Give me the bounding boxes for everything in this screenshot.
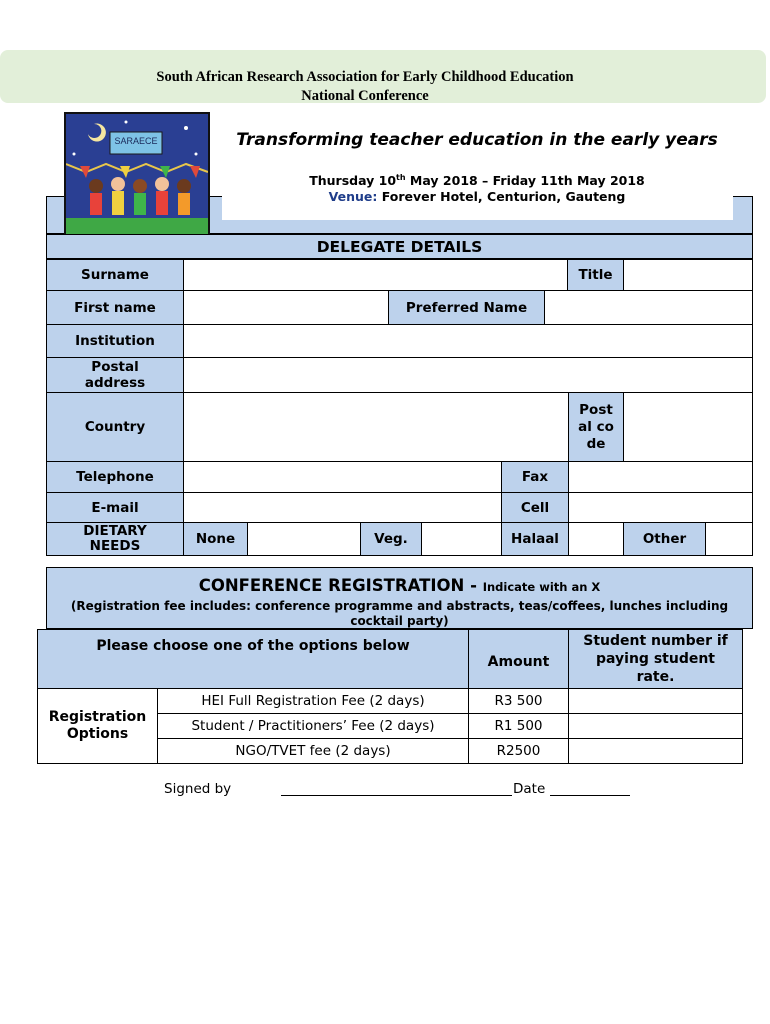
option-ngo-tvet-amount: R2500 — [468, 738, 569, 764]
country-field[interactable] — [183, 392, 569, 462]
email-label: E-mail — [46, 492, 184, 523]
signed-by-label: Signed by — [164, 781, 232, 797]
diet-none-label: None — [183, 522, 248, 556]
fax-field[interactable] — [568, 461, 753, 493]
association-name: South African Research Association for Early Childhood Education — [156, 69, 574, 85]
diet-other-field[interactable] — [705, 522, 753, 556]
logo-label: SARAECE — [114, 136, 158, 146]
registration-title: CONFERENCE REGISTRATION - Indicate with an X — [198, 576, 601, 595]
first-name-field[interactable] — [183, 290, 389, 325]
postal-address-label: Postal address — [46, 357, 184, 393]
diet-other-label: Other — [623, 522, 706, 556]
option-student-practitioner: Student / Practitioners’ Fee (2 days) — [157, 713, 469, 739]
email-field[interactable] — [183, 492, 502, 523]
postal-address-field[interactable] — [183, 357, 753, 393]
option-student-practitioner-amount: R1 500 — [468, 713, 569, 739]
telephone-field[interactable] — [183, 461, 502, 493]
dietary-needs-label: DIETARY NEEDS — [46, 522, 184, 556]
surname-label: Surname — [46, 259, 184, 291]
first-name-label: First name — [46, 290, 184, 325]
children-illustration-icon — [66, 114, 208, 234]
telephone-label: Telephone — [46, 461, 184, 493]
conference-registration-header — [46, 567, 753, 629]
preferred-name-label: Preferred Name — [388, 290, 545, 325]
association-heading — [0, 68, 730, 106]
fax-label: Fax — [501, 461, 569, 493]
date-line[interactable] — [550, 795, 630, 796]
option-hei-full-amount: R3 500 — [468, 688, 569, 714]
amount-header: Amount — [468, 629, 569, 689]
title-label: Title — [567, 259, 624, 291]
postal-code-field[interactable] — [623, 392, 753, 462]
conference-title: Transforming teacher education in the early years — [236, 130, 718, 150]
option-hei-full: HEI Full Registration Fee (2 days) — [157, 688, 469, 714]
option-ngo-tvet: NGO/TVET fee (2 days) — [157, 738, 469, 764]
diet-veg-label: Veg. — [360, 522, 422, 556]
option-hei-full-student-field[interactable] — [568, 688, 743, 714]
delegate-details-heading: DELEGATE DETAILS — [46, 234, 753, 259]
date-label: Date — [513, 781, 546, 797]
option-student-practitioner-student-field[interactable] — [568, 713, 743, 739]
institution-field[interactable] — [183, 324, 753, 358]
conference-venue: Venue: Forever Hotel, Centurion, Gauteng — [328, 189, 626, 205]
title-field[interactable] — [623, 259, 753, 291]
diet-halaal-label: Halaal — [501, 522, 569, 556]
diet-halaal-field[interactable] — [568, 522, 624, 556]
diet-veg-field[interactable] — [421, 522, 502, 556]
postal-code-label: Postal code — [568, 392, 624, 462]
saraece-logo — [64, 112, 210, 236]
student-number-header: Student number if paying student rate. — [568, 629, 743, 689]
conference-dates-venue — [222, 170, 732, 205]
conference-subtitle: National Conference — [301, 88, 429, 104]
registration-subtitle: (Registration fee includes: conference programme and abstracts, teas/coffees, lunches including cocktail party) — [70, 599, 729, 628]
choose-options-header: Please choose one of the options below — [37, 629, 469, 689]
diet-none-field[interactable] — [247, 522, 361, 556]
institution-label: Institution — [46, 324, 184, 358]
surname-field[interactable] — [183, 259, 568, 291]
registration-options-label: Registration Options — [37, 688, 158, 764]
country-label: Country — [46, 392, 184, 462]
cell-field[interactable] — [568, 492, 753, 523]
signature-line[interactable] — [281, 795, 512, 796]
conference-dates: Thursday 10th May 2018 – Friday 11th May 2018 — [309, 173, 645, 189]
cell-label: Cell — [501, 492, 569, 523]
option-ngo-tvet-student-field[interactable] — [568, 738, 743, 764]
preferred-name-field[interactable] — [544, 290, 753, 325]
